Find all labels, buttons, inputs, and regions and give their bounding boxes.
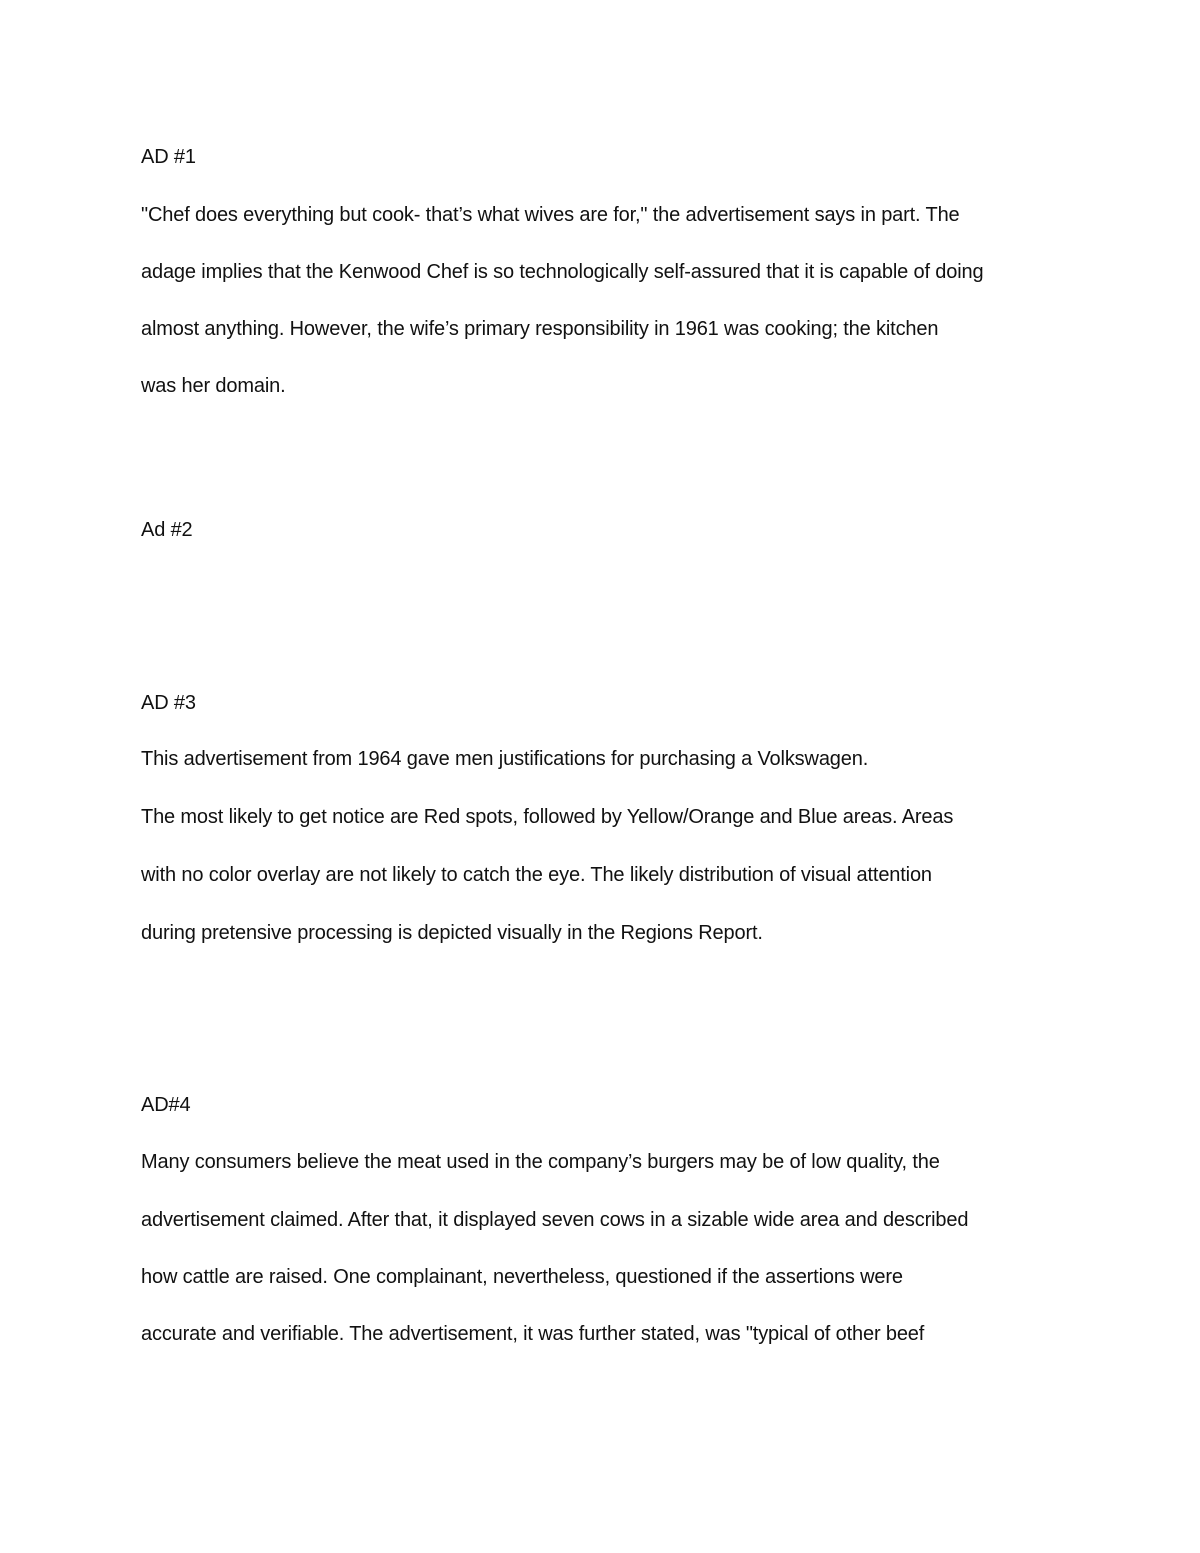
section-heading-ad-2: Ad #2 (141, 519, 193, 541)
paragraph-line: almost anything. However, the wife’s primary responsibility in 1961 was cooking; the kitchen (141, 318, 939, 340)
paragraph-line: how cattle are raised. One complainant, nevertheless, questioned if the assertions were (141, 1266, 903, 1288)
paragraph-line: Many consumers believe the meat used in the company’s burgers may be of low quality, the (141, 1151, 940, 1173)
section-heading-ad-3: AD #3 (141, 692, 196, 714)
paragraph-line: "Chef does everything but cook- that’s what wives are for," the advertisement says in part. The (141, 204, 960, 226)
paragraph-line: during pretensive processing is depicted visually in the Regions Report. (141, 922, 763, 944)
paragraph-line: was her domain. (141, 375, 286, 397)
section-heading-ad-1: AD #1 (141, 146, 196, 168)
paragraph-line: advertisement claimed. After that, it displayed seven cows in a sizable wide area and described (141, 1209, 969, 1231)
paragraph-line: accurate and verifiable. The advertisement, it was further stated, was "typical of other beef (141, 1323, 925, 1345)
paragraph-line: with no color overlay are not likely to catch the eye. The likely distribution of visual attention (141, 864, 932, 886)
section-heading-ad-4: AD#4 (141, 1094, 191, 1116)
paragraph-line: adage implies that the Kenwood Chef is so technologically self-assured that it is capable of doing (141, 261, 984, 283)
paragraph-line: The most likely to get notice are Red spots, followed by Yellow/Orange and Blue areas. Areas (141, 806, 954, 828)
paragraph-line: This advertisement from 1964 gave men justifications for purchasing a Volkswagen. (141, 748, 869, 770)
